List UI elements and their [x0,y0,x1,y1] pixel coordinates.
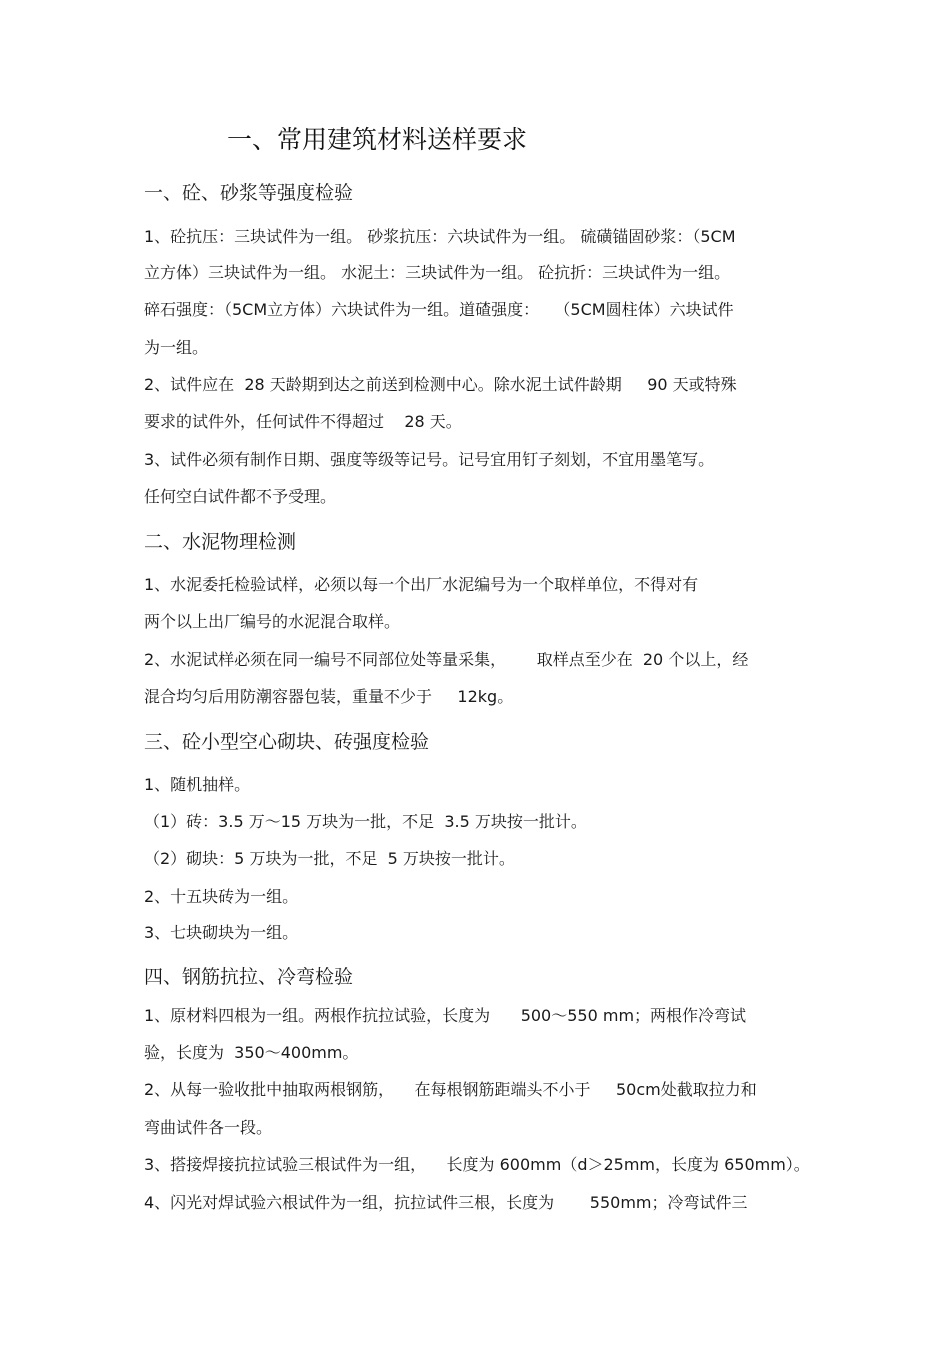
paragraph-line: （1）砖：3.5 万～15 万块为一批，不足 3.5 万块按一批计。 [144,812,587,831]
section-heading-concrete-mortar: 一、砼、砂浆等强度检验 [144,182,354,204]
paragraph-line: 两个以上出厂编号的水泥混合取样。 [144,612,401,631]
section-heading-rebar: 四、钢筋抗拉、冷弯检验 [144,966,354,988]
paragraph-line: 2、水泥试样必须在同一编号不同部位处等量采集， 取样点至少在 20 个以上，经 [144,650,749,669]
paragraph-line: 碎石强度：（5CM立方体）六块试件为一组。道碴强度： （5CM圆柱体）六块试件 [144,300,734,319]
paragraph-line: 4、闪光对焊试验六根试件为一组，抗拉试件三根，长度为 550mm；冷弯试件三 [144,1193,748,1212]
paragraph-line: 1、水泥委托检验试样，必须以每一个出厂水泥编号为一个取样单位，不得对有 [144,575,699,594]
paragraph-line: 1、原材料四根为一组。两根作抗拉试验，长度为 500～550 mm；两根作冷弯试 [144,1006,747,1025]
section-heading-blocks-bricks: 三、砼小型空心砌块、砖强度检验 [144,731,430,753]
paragraph-line: 2、十五块砖为一组。 [144,887,299,906]
paragraph-line: 3、试件必须有制作日期、强度等级等记号。记号宜用钉子刻划，不宜用墨笔写。 [144,450,715,469]
document-title: 一、常用建筑材料送样要求 [227,125,528,154]
paragraph-line: 1、砼抗压：三块试件为一组。 砂浆抗压：六块试件为一组。 硫磺锚固砂浆：（5CM [144,227,736,246]
section-heading-cement: 二、水泥物理检测 [144,531,297,553]
paragraph-line: 要求的试件外，任何试件不得超过 28 天。 [144,412,462,431]
paragraph-line: 立方体）三块试件为一组。 水泥土：三块试件为一组。 砼抗折：三块试件为一组。 [144,263,731,282]
paragraph-line: 任何空白试件都不予受理。 [144,487,337,506]
paragraph-line: 3、七块砌块为一组。 [144,923,299,942]
paragraph-line: 为一组。 [144,338,209,357]
paragraph-line: 2、从每一验收批中抽取两根钢筋， 在每根钢筋距端头不小于 50cm处截取拉力和 [144,1080,757,1099]
paragraph-line: 3、搭接焊接抗拉试验三根试件为一组， 长度为 600mm（d＞25mm，长度为 650mm）。 [144,1155,810,1174]
paragraph-line: （2）砌块：5 万块为一批，不足 5 万块按一批计。 [144,849,515,868]
paragraph-line: 1、随机抽样。 [144,775,251,794]
paragraph-line: 2、试件应在 28 天龄期到达之前送到检测中心。除水泥土试件龄期 90 天或特殊 [144,375,737,394]
paragraph-line: 混合均匀后用防潮容器包装，重量不少于 12kg。 [144,687,514,706]
paragraph-line: 弯曲试件各一段。 [144,1118,273,1137]
paragraph-line: 验，长度为 350～400mm。 [144,1043,359,1062]
